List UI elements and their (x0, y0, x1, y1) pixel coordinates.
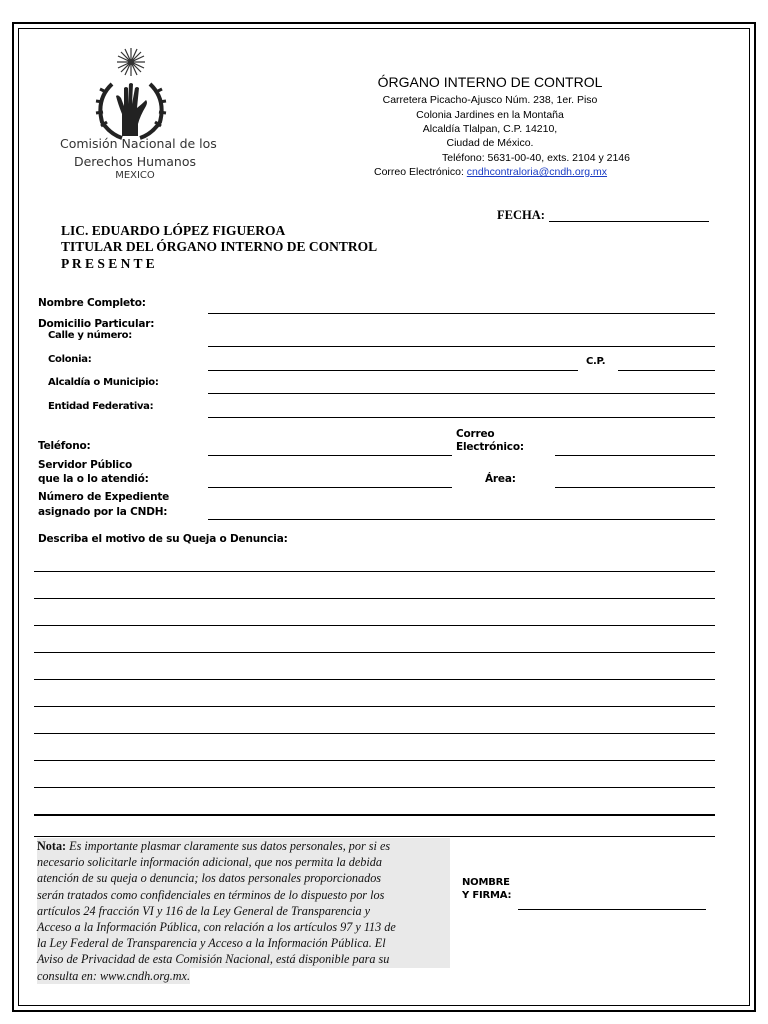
motivo-line[interactable] (34, 679, 715, 680)
cndh-logo (60, 44, 217, 189)
nota-line: Acceso a la Información Pública, con relación a los artículos 97 y 113 de (37, 919, 450, 935)
expediente-label-1: Número de Expediente (38, 491, 170, 503)
motivo-line[interactable] (34, 625, 715, 626)
motivo-line[interactable] (34, 706, 715, 707)
nota-privacidad (37, 838, 450, 986)
logo-line-1: Comisión Nacional de los (60, 136, 217, 151)
header-address-4: Ciudad de México. (446, 137, 534, 149)
nota-line: necesario solicitarle información adicional, que nos permita la debida (37, 854, 450, 870)
fecha-line[interactable] (549, 221, 709, 222)
recipient-title: TITULAR DEL ÓRGANO INTERNO DE CONTROL (61, 239, 378, 254)
correo-label-1: Correo (456, 428, 495, 440)
firma-field[interactable] (518, 909, 706, 910)
motivo-line[interactable] (34, 571, 715, 572)
motivo-line[interactable] (34, 836, 715, 837)
header-email-label: Correo Electrónico: (374, 166, 464, 178)
expediente-field[interactable] (208, 519, 715, 520)
motivo-line[interactable] (34, 787, 715, 788)
header-title: ÓRGANO INTERNO DE CONTROL (377, 74, 603, 90)
nota-line: consulta en: www.cndh.org.mx. (37, 968, 191, 983)
logo-emblem-icon (60, 44, 210, 144)
nota-line: Aviso de Privacidad de esta Comisión Nacional, está disponible para su (37, 951, 450, 967)
calle-field[interactable] (208, 346, 715, 347)
nota-line: la Ley Federal de Transparencia y Acceso a la Información Pública. El (37, 935, 450, 951)
entidad-label: Entidad Federativa: (48, 401, 154, 412)
area-label: Área: (485, 473, 516, 485)
firma-label-1: NOMBRE (462, 877, 510, 888)
area-field[interactable] (555, 487, 715, 488)
servidor-label-1: Servidor Público (38, 459, 132, 471)
nota-line: serán tratados como confidenciales en términos de lo dispuesto por los (37, 887, 450, 903)
motivo-line[interactable] (34, 652, 715, 653)
logo-line-2: Derechos Humanos (73, 154, 197, 169)
nota-line: Nota: Es importante plasmar claramente sus datos personales, por si es (37, 838, 450, 854)
motivo-line[interactable] (34, 760, 715, 761)
recipient-presente: P R E S E N T E (61, 256, 155, 271)
header-address-1: Carretera Picacho-Ajusco Núm. 238, 1er. Piso (382, 94, 598, 106)
cp-label: C.P. (586, 356, 606, 367)
servidor-field[interactable] (208, 487, 452, 488)
fecha-label: FECHA: (497, 208, 545, 222)
nota-line: atención de su queja o denuncia; los datos personales proporcionados (37, 870, 450, 886)
header-address-3: Alcaldía Tlalpan, C.P. 14210, (422, 123, 558, 135)
domicilio-label: Domicilio Particular: (38, 318, 155, 330)
header-phone: Teléfono: 5631-00-40, exts. 2104 y 2146 (442, 152, 630, 164)
header-address-2: Colonia Jardines en la Montaña (416, 109, 564, 121)
motivo-label: Describa el motivo de su Queja o Denuncia: (38, 533, 288, 545)
nota-label: Nota: (37, 839, 67, 853)
header-email-link[interactable]: cndhcontraloria@cndh.org.mx (466, 166, 608, 178)
header-email-row (374, 166, 607, 178)
telefono-label: Teléfono: (38, 440, 91, 452)
colonia-label: Colonia: (48, 354, 92, 365)
correo-field[interactable] (555, 455, 715, 456)
calle-label: Calle y número: (48, 330, 132, 341)
motivo-line[interactable] (34, 733, 715, 734)
expediente-label-2: asignado por la CNDH: (38, 506, 168, 518)
nombre-field[interactable] (208, 313, 715, 314)
entidad-field[interactable] (208, 417, 715, 418)
recipient-name: LIC. EDUARDO LÓPEZ FIGUEROA (61, 223, 286, 238)
colonia-field[interactable] (208, 370, 578, 371)
alcaldia-field[interactable] (208, 393, 715, 394)
correo-label-2: Electrónico: (456, 441, 524, 453)
motivo-line[interactable] (34, 814, 715, 816)
alcaldia-label: Alcaldía o Municipio: (48, 377, 159, 388)
nota-line: artículos 24 fracción VI y 116 de la Ley General de Transparencia y (37, 903, 450, 919)
cp-field[interactable] (618, 370, 715, 371)
motivo-line[interactable] (34, 598, 715, 599)
logo-line-3: MEXICO (115, 170, 155, 181)
firma-label-2: Y FIRMA: (462, 890, 512, 901)
nombre-label: Nombre Completo: (38, 297, 146, 309)
servidor-label-2: que la o lo atendió: (38, 473, 149, 485)
telefono-field[interactable] (208, 455, 452, 456)
